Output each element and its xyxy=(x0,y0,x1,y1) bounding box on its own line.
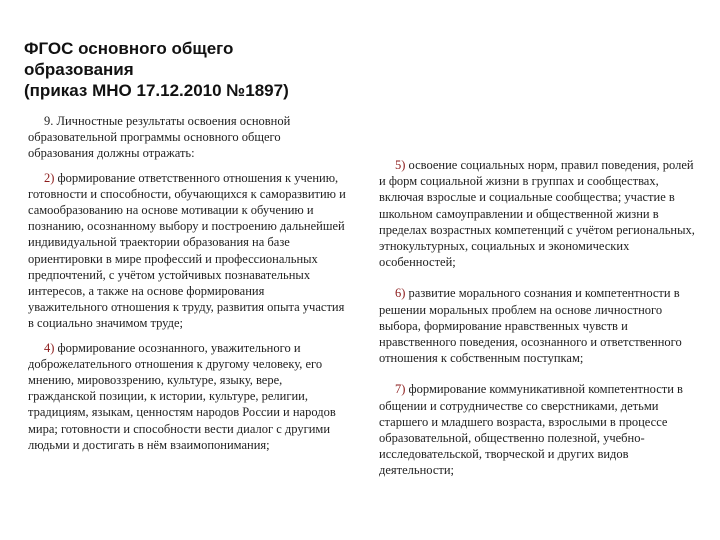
item-text: формирование осознанного, уважительного и доброжелательного отношения к другому человеку, его мнению, мировоззрению, культуре, языку, вере, гражданской позиции, к истории, культуре, религии, традициям, языкам, ценностям народов России и народов мира; готовности и способности вести диалог с другими людьми и достигать в нём взаимопонимания; xyxy=(28,340,336,452)
title-line-1: ФГОС основного общего xyxy=(24,39,234,58)
item-number: 2) xyxy=(44,170,55,185)
item-number: 4) xyxy=(44,340,55,355)
item-text: освоение социальных норм, правил поведения, ролей и форм социальной жизни в группах и сообществах, включая взрослые и социальные сообщества; участие в школьном самоуправлении и общественной жизни в пределах возрастных компетенций с учётом региональных, этнокультурных, социальных и экономических особенностей; xyxy=(379,158,695,270)
list-item-7 xyxy=(379,381,695,478)
list-item-2 xyxy=(28,170,346,332)
item-text: развитие морального сознания и компетентности в решении моральных проблем на основе личностного выбора, формирование нравственных чувств и нравственного поведения, осознанного и ответственного отношения к собственным поступкам; xyxy=(379,286,682,366)
list-item-5 xyxy=(379,157,695,270)
item-text: формирование ответственного отношения к учению, готовности и способности, обучающихся к саморазвитию и самообразованию на основе мотивации к обучению и познанию, осознанному выбору и построению дальнейшей индивидуальной траектории образования на базе ориентировки в мире профессий и профессиональных предпочтений, с учётом устойчивых познавательных интересов, а также на основе формирования уважительного отношения к труду, развития опыта участия в социально значимом труде; xyxy=(28,170,346,331)
intro-paragraph: 9. Личностные результаты освоения основной образовательной программы основного общего образования должны отражать: xyxy=(28,114,291,161)
list-item-4 xyxy=(28,340,346,453)
page-title xyxy=(24,38,364,101)
item-number: 7) xyxy=(395,382,406,397)
left-column xyxy=(28,113,346,453)
item-number: 6) xyxy=(395,286,406,301)
list-item-6 xyxy=(379,285,695,366)
item-number: 5) xyxy=(395,158,406,172)
right-column xyxy=(379,157,695,479)
title-line-2: образования xyxy=(24,60,134,79)
title-line-3: (приказ МНО 17.12.2010 №1897) xyxy=(24,81,289,100)
item-text: формирование коммуникативной компетентности в общении и сотрудничестве со сверстниками, детьми старшего и младшего возраста, взрослыми в процессе образовательной, общественно полезной, учебно-исследовательской, творческой и других видов деятельности; xyxy=(379,382,683,478)
